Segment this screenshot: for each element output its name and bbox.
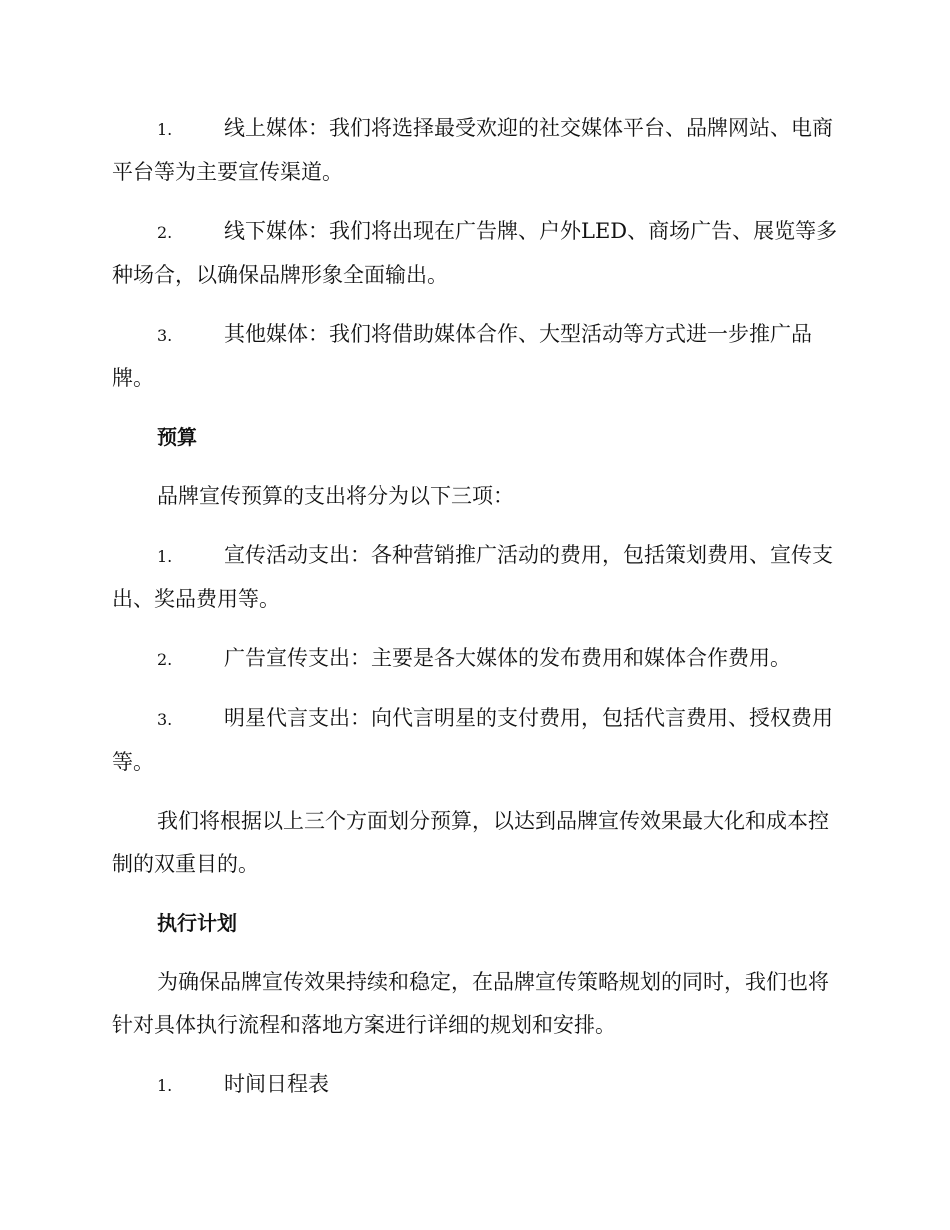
media-list-item-3 <box>112 313 838 400</box>
execution-intro: 为确保品牌宣传效果持续和稳定，在品牌宣传策略规划的同时，我们也将针对具体执行流程和落地方案进行详细的规划和安排。 <box>112 970 829 1037</box>
execution-heading: 执行计划 <box>157 911 237 935</box>
execution-list-item-1 <box>112 1063 838 1107</box>
budget-intro: 品牌宣传预算的支出将分为以下三项： <box>157 484 514 508</box>
list-text: 其他媒体：我们将借助媒体合作、大型活动等方式进一步推广品牌。 <box>112 322 812 390</box>
list-number: 2. <box>157 650 173 669</box>
budget-list-item-1 <box>112 534 838 621</box>
budget-list-item-2 <box>112 637 838 681</box>
list-text: 明星代言支出：向代言明星的支付费用，包括代言费用、授权费用等。 <box>112 706 833 774</box>
media-list-item-1 <box>112 107 838 194</box>
document-body <box>112 107 838 1123</box>
list-number: 1. <box>157 120 173 139</box>
list-number: 1. <box>157 547 173 566</box>
budget-heading: 预算 <box>157 425 197 449</box>
budget-summary: 我们将根据以上三个方面划分预算，以达到品牌宣传效果最大化和成本控制的双重目的。 <box>112 809 829 876</box>
list-number: 1. <box>157 1076 173 1095</box>
list-text: 时间日程表 <box>224 1072 329 1096</box>
list-text: 广告宣传支出：主要是各大媒体的发布费用和媒体合作费用。 <box>224 646 791 670</box>
budget-list-item-3 <box>112 697 838 784</box>
list-text: 线下媒体：我们将出现在广告牌、户外LED、商场广告、展览等多种场合，以确保品牌形象全面输出。 <box>112 219 838 287</box>
list-text: 线上媒体：我们将选择最受欢迎的社交媒体平台、品牌网站、电商平台等为主要宣传渠道。 <box>112 116 833 184</box>
list-number: 2. <box>157 223 173 242</box>
list-number: 3. <box>157 710 173 729</box>
list-number: 3. <box>157 326 173 345</box>
list-text: 宣传活动支出：各种营销推广活动的费用，包括策划费用、宣传支出、奖品费用等。 <box>112 543 833 611</box>
media-list-item-2 <box>112 210 838 297</box>
